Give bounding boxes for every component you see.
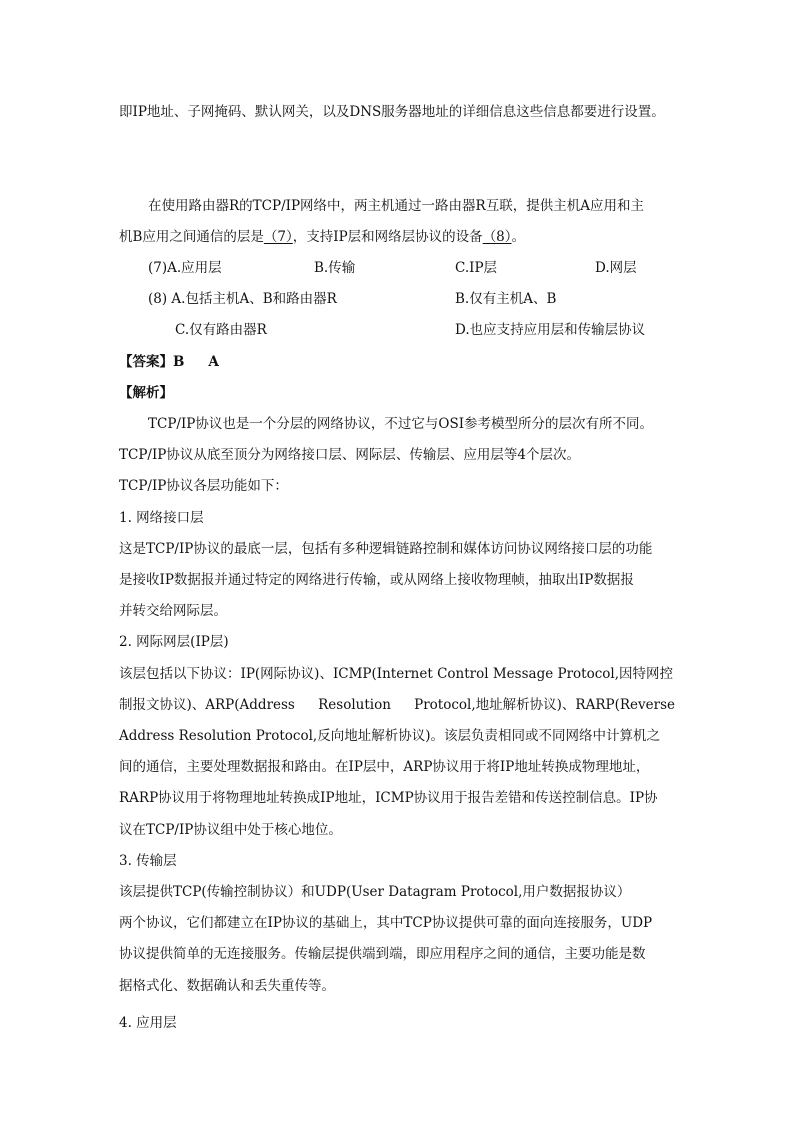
- section-2-line-2-part-1: 制报文协议)、ARP(Address: [119, 697, 295, 713]
- section-3-line-4: 据格式化、数据确认和丢失重传等。: [119, 978, 335, 994]
- section-2-line-5: RARP协议用于将物理地址转换成IP地址，ICMP协议用于报告差错和传送控制信息。IP协: [119, 790, 658, 806]
- question-stem-text-c: 。: [511, 229, 526, 245]
- analysis-p1-line-2: TCP/IP协议从底至顶分为网络接口层、网际层、传输层、应用层等4个层次。: [119, 447, 580, 463]
- section-1-line-2: 是接收IP数据报并通过特定的网络进行传输，或从网络上接收物理帧，抽取出IP数据报: [119, 572, 634, 588]
- section-2-line-2-part-3: Protocol,地址解析协议)、RARP(Reverse: [414, 697, 675, 713]
- section-2-line-4: 间的通信，主要处理数据报和路由。在IP层中，ARP协议用于将IP地址转换成物理地址，: [119, 759, 650, 775]
- intro-paragraph: 即IP地址、子网掩码、默认网关，以及DNS服务器地址的详细信息这些信息都要进行设置。: [119, 104, 665, 120]
- question-stem-text-b: ，支持IP层和网络层协议的设备: [292, 229, 483, 245]
- section-3-title: 3. 传输层: [119, 853, 177, 869]
- section-3-line-3: 协议提供简单的无连接服务。传输层提供端到端，即应用程序之间的通信，主要功能是数: [119, 946, 646, 962]
- section-1-line-1: 这是TCP/IP协议的最底一层，包括有多种逻辑链路控制和媒体访问协议网络接口层的功能: [119, 541, 653, 557]
- q8-option-a: (8) A.包括主机A、B和路由器R: [148, 291, 337, 307]
- answer-value-7: B: [173, 354, 185, 370]
- q7-option-d: D.网层: [595, 260, 637, 276]
- section-1-line-3: 并转交给网际层。: [119, 603, 227, 619]
- blank-7: （7）: [263, 229, 293, 245]
- question-stem-line-2: [119, 227, 525, 247]
- q7-option-a: (7)A.应用层: [148, 260, 222, 276]
- answer-line: [119, 352, 219, 372]
- q7-option-c: C.IP层: [455, 260, 498, 276]
- analysis-label: 【解析】: [119, 385, 173, 401]
- question-stem-text-a: 机B应用之间通信的层是: [119, 229, 264, 245]
- answer-value-8: A: [208, 354, 219, 370]
- section-2-title: 2. 网际网层(IP层): [119, 634, 229, 650]
- section-3-line-2: 两个协议，它们都建立在IP协议的基础上，其中TCP协议提供可靠的面向连接服务，UDP: [119, 915, 653, 931]
- q7-option-b: B.传输: [314, 260, 356, 276]
- answer-label: 【答案】: [119, 354, 173, 370]
- analysis-p1-line-1: TCP/IP协议也是一个分层的网络协议，不过它与OSI参考模型所分的层次有所不同。: [148, 416, 654, 432]
- section-1-title: 1. 网络接口层: [119, 510, 204, 526]
- section-2-line-1: 该层包括以下协议：IP(网际协议)、ICMP(Internet Control Message Protocol,因特网控: [119, 666, 674, 682]
- q8-option-d: D.也应支持应用层和传输层协议: [455, 322, 646, 338]
- section-2-line-2: [119, 695, 675, 715]
- question-stem-line-1: 在使用路由器R的TCP/IP网络中，两主机通过一路由器R互联，提供主机A应用和主: [148, 198, 644, 214]
- section-3-line-1: 该层提供TCP(传输控制协议）和UDP(User Datagram Protocol,用户数据报协议）: [119, 884, 631, 900]
- analysis-p2: TCP/IP协议各层功能如下：: [119, 478, 288, 494]
- blank-8: （8）: [482, 229, 512, 245]
- section-2-line-6: 议在TCP/IP协议组中处于核心地位。: [119, 822, 342, 838]
- section-2-line-2-part-2: Resolution: [318, 697, 391, 713]
- q8-option-b: B.仅有主机A、B: [455, 291, 557, 307]
- q8-option-c: C.仅有路由器R: [175, 322, 267, 338]
- section-2-line-3: Address Resolution Protocol,反向地址解析协议)。该层负责相同或不同网络中计算机之: [119, 728, 660, 744]
- section-4-title: 4. 应用层: [119, 1015, 177, 1031]
